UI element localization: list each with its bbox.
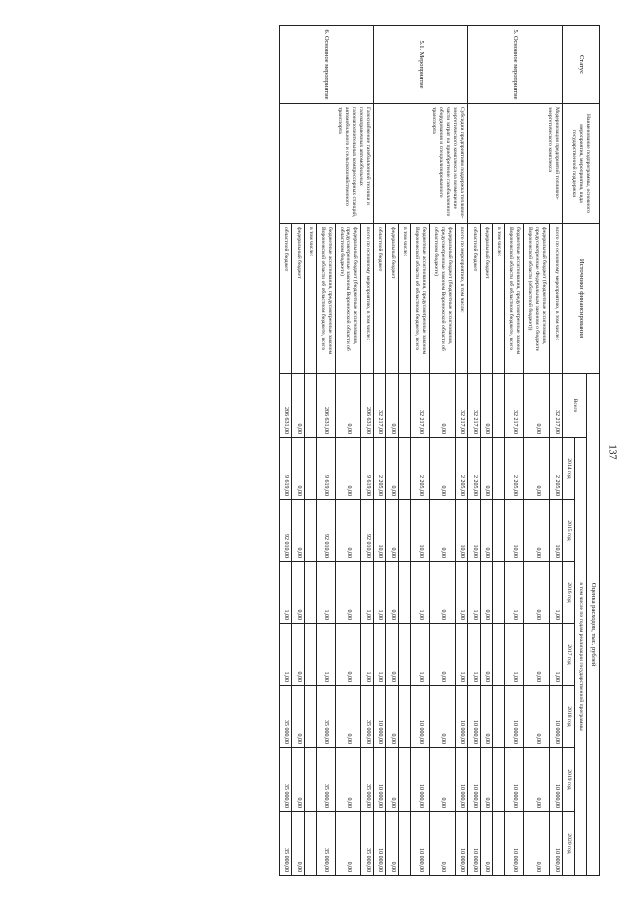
- year-value-cell: 0,00: [429, 748, 455, 812]
- year-value-cell: 1,00: [550, 624, 563, 686]
- status-cell: 6. Основное мероприятие: [279, 26, 373, 104]
- table-row: [361, 26, 374, 876]
- year-value-cell: 1,00: [316, 562, 335, 624]
- year-value-cell: 35 000,00: [361, 748, 374, 812]
- year-value-cell: 2 205,00: [410, 438, 429, 500]
- year-value-cell: [398, 562, 410, 624]
- year-value-cell: 1,00: [468, 624, 481, 686]
- year-value-cell: 10,00: [468, 500, 481, 562]
- year-value-cell: 0,00: [524, 500, 550, 562]
- total-cell: 32 217,00: [410, 374, 429, 438]
- year-value-cell: 35 000,00: [316, 812, 335, 876]
- year-value-cell: 0,00: [335, 686, 361, 748]
- total-cell: 0,00: [429, 374, 455, 438]
- year-value-cell: 1,00: [361, 562, 374, 624]
- year-value-cell: 10 000,00: [550, 812, 563, 876]
- year-value-cell: 0,00: [335, 562, 361, 624]
- total-cell: 32 217,00: [468, 374, 481, 438]
- year-value-cell: 0,00: [429, 812, 455, 876]
- source-cell: федеральный бюджет (бюджетные ассигнования, предусмотренные законом Воронежской области об областном бюджете): [429, 224, 455, 374]
- column-header-year: 2020 год: [562, 812, 574, 876]
- year-value-cell: 0,00: [524, 438, 550, 500]
- year-value-cell: 35 000,00: [361, 812, 374, 876]
- year-value-cell: [304, 562, 316, 624]
- name-cell: Субсидии предприятиям поддержка топливно-энергетического комплекса на возмещение части затрат на приобретение газобаллонного оборудования и специализированного транспорта: [373, 104, 467, 224]
- year-value-cell: 10 000,00: [468, 686, 481, 748]
- year-value-cell: 1,00: [361, 624, 374, 686]
- column-header-total: Всего: [562, 374, 586, 438]
- year-value-cell: [304, 686, 316, 748]
- year-value-cell: 1,00: [373, 624, 386, 686]
- year-value-cell: 0,00: [524, 624, 550, 686]
- source-cell: бюджетные ассигнования, предусмотренные законом Воронежской области об областном бюджете, всего: [505, 224, 524, 374]
- year-value-cell: [304, 438, 316, 500]
- year-value-cell: 35 000,00: [279, 686, 292, 748]
- year-value-cell: 1,00: [505, 562, 524, 624]
- year-value-cell: 0,00: [480, 624, 493, 686]
- year-value-cell: 0,00: [386, 812, 399, 876]
- total-cell: 32 217,00: [455, 374, 468, 438]
- column-header-year: 2019 год: [562, 748, 574, 812]
- year-value-cell: 35 000,00: [361, 686, 374, 748]
- year-value-cell: 0,00: [292, 686, 305, 748]
- year-value-cell: 0,00: [524, 748, 550, 812]
- year-value-cell: [493, 748, 505, 812]
- total-cell: 0,00: [335, 374, 361, 438]
- year-value-cell: 2 205,00: [468, 438, 481, 500]
- total-cell: 206 631,00: [279, 374, 292, 438]
- column-header-year: 2016 год: [562, 562, 574, 624]
- year-value-cell: [493, 438, 505, 500]
- year-value-cell: [304, 500, 316, 562]
- year-value-cell: 10 000,00: [455, 686, 468, 748]
- year-value-cell: 0,00: [335, 812, 361, 876]
- source-cell: федеральный бюджет (бюджетные ассигнования, предусмотренные Федеральным законом о бюджете Воронежской области (областной бюджет)): [524, 224, 550, 374]
- total-cell: 0,00: [524, 374, 550, 438]
- column-header-year: 2014 год: [562, 438, 574, 500]
- year-value-cell: 10 000,00: [410, 812, 429, 876]
- year-value-cell: 10 000,00: [505, 686, 524, 748]
- year-value-cell: 0,00: [480, 748, 493, 812]
- year-value-cell: 0,00: [524, 686, 550, 748]
- source-cell: областной бюджет: [468, 224, 481, 374]
- year-value-cell: 0,00: [335, 500, 361, 562]
- year-value-cell: 0,00: [429, 562, 455, 624]
- name-cell: Модернизация предприятий топливно-энергетического комплекса: [468, 104, 562, 224]
- year-value-cell: [304, 812, 316, 876]
- total-cell: 0,00: [386, 374, 399, 438]
- source-cell: областной бюджет: [279, 224, 292, 374]
- year-value-cell: 0,00: [524, 562, 550, 624]
- total-cell: 32 217,00: [505, 374, 524, 438]
- year-value-cell: 0,00: [292, 812, 305, 876]
- source-cell: в том числе:: [304, 224, 316, 374]
- year-value-cell: 10 000,00: [373, 686, 386, 748]
- year-value-cell: 2 205,00: [505, 438, 524, 500]
- source-cell: федеральный бюджет (бюджетные ассигнования, предусмотренные законом Воронежской области об областном бюджете): [335, 224, 361, 374]
- year-value-cell: [493, 624, 505, 686]
- year-value-cell: 1,00: [550, 562, 563, 624]
- year-value-cell: [304, 748, 316, 812]
- year-value-cell: 35 000,00: [279, 748, 292, 812]
- total-cell: [493, 374, 505, 438]
- column-header-status: Статус: [562, 26, 599, 104]
- source-cell: федеральный бюджет: [292, 224, 305, 374]
- source-cell: бюджетные ассигнования, предусмотренные законом Воронежской области об областном бюджете, всего: [410, 224, 429, 374]
- year-value-cell: 0,00: [386, 500, 399, 562]
- status-cell: 5.1. Мероприятие: [373, 26, 467, 104]
- year-value-cell: 1,00: [455, 624, 468, 686]
- year-value-cell: 1,00: [468, 562, 481, 624]
- year-value-cell: 0,00: [480, 438, 493, 500]
- year-value-cell: 1,00: [373, 562, 386, 624]
- source-cell: в том числе:: [398, 224, 410, 374]
- year-value-cell: 10 000,00: [468, 748, 481, 812]
- year-value-cell: [398, 438, 410, 500]
- year-value-cell: 2 205,00: [373, 438, 386, 500]
- column-header-by-years: в том числе по годам реализации государственной программы: [574, 438, 586, 876]
- source-cell: федеральный бюджет: [386, 224, 399, 374]
- year-value-cell: 2 205,00: [455, 438, 468, 500]
- year-value-cell: [398, 748, 410, 812]
- source-cell: федеральный бюджет: [480, 224, 493, 374]
- year-value-cell: 0,00: [292, 500, 305, 562]
- year-value-cell: 1,00: [455, 562, 468, 624]
- table-row: [455, 26, 468, 876]
- year-value-cell: 0,00: [480, 500, 493, 562]
- source-cell: бюджетные ассигнования, предусмотренные законом Воронежской области об областном бюджете, всего: [316, 224, 335, 374]
- year-value-cell: 0,00: [386, 686, 399, 748]
- total-cell: 32 217,00: [373, 374, 386, 438]
- year-value-cell: 10,00: [550, 500, 563, 562]
- year-value-cell: 0,00: [524, 812, 550, 876]
- year-value-cell: 1,00: [410, 562, 429, 624]
- year-value-cell: 10,00: [373, 500, 386, 562]
- source-cell: всего по основному мероприятию, в том числе:: [550, 224, 563, 374]
- year-value-cell: 10,00: [410, 500, 429, 562]
- year-value-cell: 0,00: [386, 562, 399, 624]
- year-value-cell: 0,00: [386, 748, 399, 812]
- total-cell: 0,00: [480, 374, 493, 438]
- table-row: [550, 26, 563, 876]
- year-value-cell: 0,00: [292, 562, 305, 624]
- column-header-name: Наименование подпрограммы, основного мероприятия, мероприятия, вида государственной поддержки: [562, 104, 599, 224]
- column-header-year: 2018 год: [562, 686, 574, 748]
- year-value-cell: 10 000,00: [455, 748, 468, 812]
- year-value-cell: 0,00: [292, 748, 305, 812]
- year-value-cell: 92 010,00: [279, 500, 292, 562]
- year-value-cell: [398, 500, 410, 562]
- year-value-cell: 0,00: [292, 624, 305, 686]
- year-value-cell: 0,00: [386, 624, 399, 686]
- year-value-cell: 0,00: [335, 438, 361, 500]
- total-cell: 206 631,00: [361, 374, 374, 438]
- column-header-year: 2015 год: [562, 500, 574, 562]
- year-value-cell: [398, 686, 410, 748]
- total-cell: 0,00: [292, 374, 305, 438]
- year-value-cell: 0,00: [429, 624, 455, 686]
- year-value-cell: 1,00: [279, 624, 292, 686]
- budget-table: [279, 25, 600, 876]
- year-value-cell: 35 000,00: [279, 812, 292, 876]
- year-value-cell: 9 619,00: [361, 438, 374, 500]
- year-value-cell: 10 000,00: [410, 686, 429, 748]
- column-header-year: 2017 год: [562, 624, 574, 686]
- year-value-cell: 0,00: [429, 686, 455, 748]
- total-cell: 32 217,00: [550, 374, 563, 438]
- year-value-cell: [493, 812, 505, 876]
- source-cell: всего по мероприятию, в том числе:: [455, 224, 468, 374]
- page-number: 137: [606, 444, 618, 460]
- year-value-cell: 10 000,00: [373, 812, 386, 876]
- column-header-source: Источники финансирования: [562, 224, 599, 374]
- year-value-cell: 10 000,00: [373, 748, 386, 812]
- year-value-cell: 10 000,00: [550, 686, 563, 748]
- year-value-cell: 1,00: [279, 562, 292, 624]
- year-value-cell: 0,00: [292, 438, 305, 500]
- year-value-cell: 0,00: [429, 500, 455, 562]
- total-cell: [398, 374, 410, 438]
- year-value-cell: 10 000,00: [455, 812, 468, 876]
- year-value-cell: 10 000,00: [410, 748, 429, 812]
- column-header-estimate: Оценка расходов, тыс. рублей: [586, 374, 599, 876]
- year-value-cell: 9 619,00: [279, 438, 292, 500]
- year-value-cell: 0,00: [480, 686, 493, 748]
- year-value-cell: [493, 686, 505, 748]
- table-body: [279, 26, 562, 876]
- year-value-cell: 0,00: [335, 624, 361, 686]
- year-value-cell: 10 000,00: [468, 812, 481, 876]
- year-value-cell: [493, 500, 505, 562]
- year-value-cell: 92 010,00: [316, 500, 335, 562]
- year-value-cell: 0,00: [480, 562, 493, 624]
- name-cell: Газоснабжение газобаллонной техники и газозаправочных автомобильных газонаполнительных компрессорных станций, автомобильного и сельскохозяйственного транспорта: [279, 104, 373, 224]
- source-cell: всего по основному мероприятию, в том числе:: [361, 224, 374, 374]
- year-value-cell: 2 205,00: [550, 438, 563, 500]
- year-value-cell: 0,00: [429, 438, 455, 500]
- year-value-cell: 10,00: [505, 500, 524, 562]
- year-value-cell: 9 619,00: [316, 438, 335, 500]
- total-cell: 206 631,00: [316, 374, 335, 438]
- year-value-cell: 10 000,00: [550, 748, 563, 812]
- year-value-cell: [304, 624, 316, 686]
- year-value-cell: 35 000,00: [316, 748, 335, 812]
- status-cell: 5. Основное мероприятие: [468, 26, 562, 104]
- source-cell: в том числе:: [493, 224, 505, 374]
- year-value-cell: 1,00: [505, 624, 524, 686]
- year-value-cell: 35 000,00: [316, 686, 335, 748]
- total-cell: [304, 374, 316, 438]
- year-value-cell: [493, 562, 505, 624]
- year-value-cell: 0,00: [335, 748, 361, 812]
- year-value-cell: 1,00: [316, 624, 335, 686]
- budget-table-sheet: [40, 25, 600, 875]
- year-value-cell: 10 000,00: [505, 812, 524, 876]
- year-value-cell: [398, 812, 410, 876]
- year-value-cell: 0,00: [386, 438, 399, 500]
- year-value-cell: 0,00: [480, 812, 493, 876]
- year-value-cell: 92 010,00: [361, 500, 374, 562]
- source-cell: областной бюджет: [373, 224, 386, 374]
- year-value-cell: 10 000,00: [505, 748, 524, 812]
- year-value-cell: [398, 624, 410, 686]
- year-value-cell: 10,00: [455, 500, 468, 562]
- year-value-cell: 1,00: [410, 624, 429, 686]
